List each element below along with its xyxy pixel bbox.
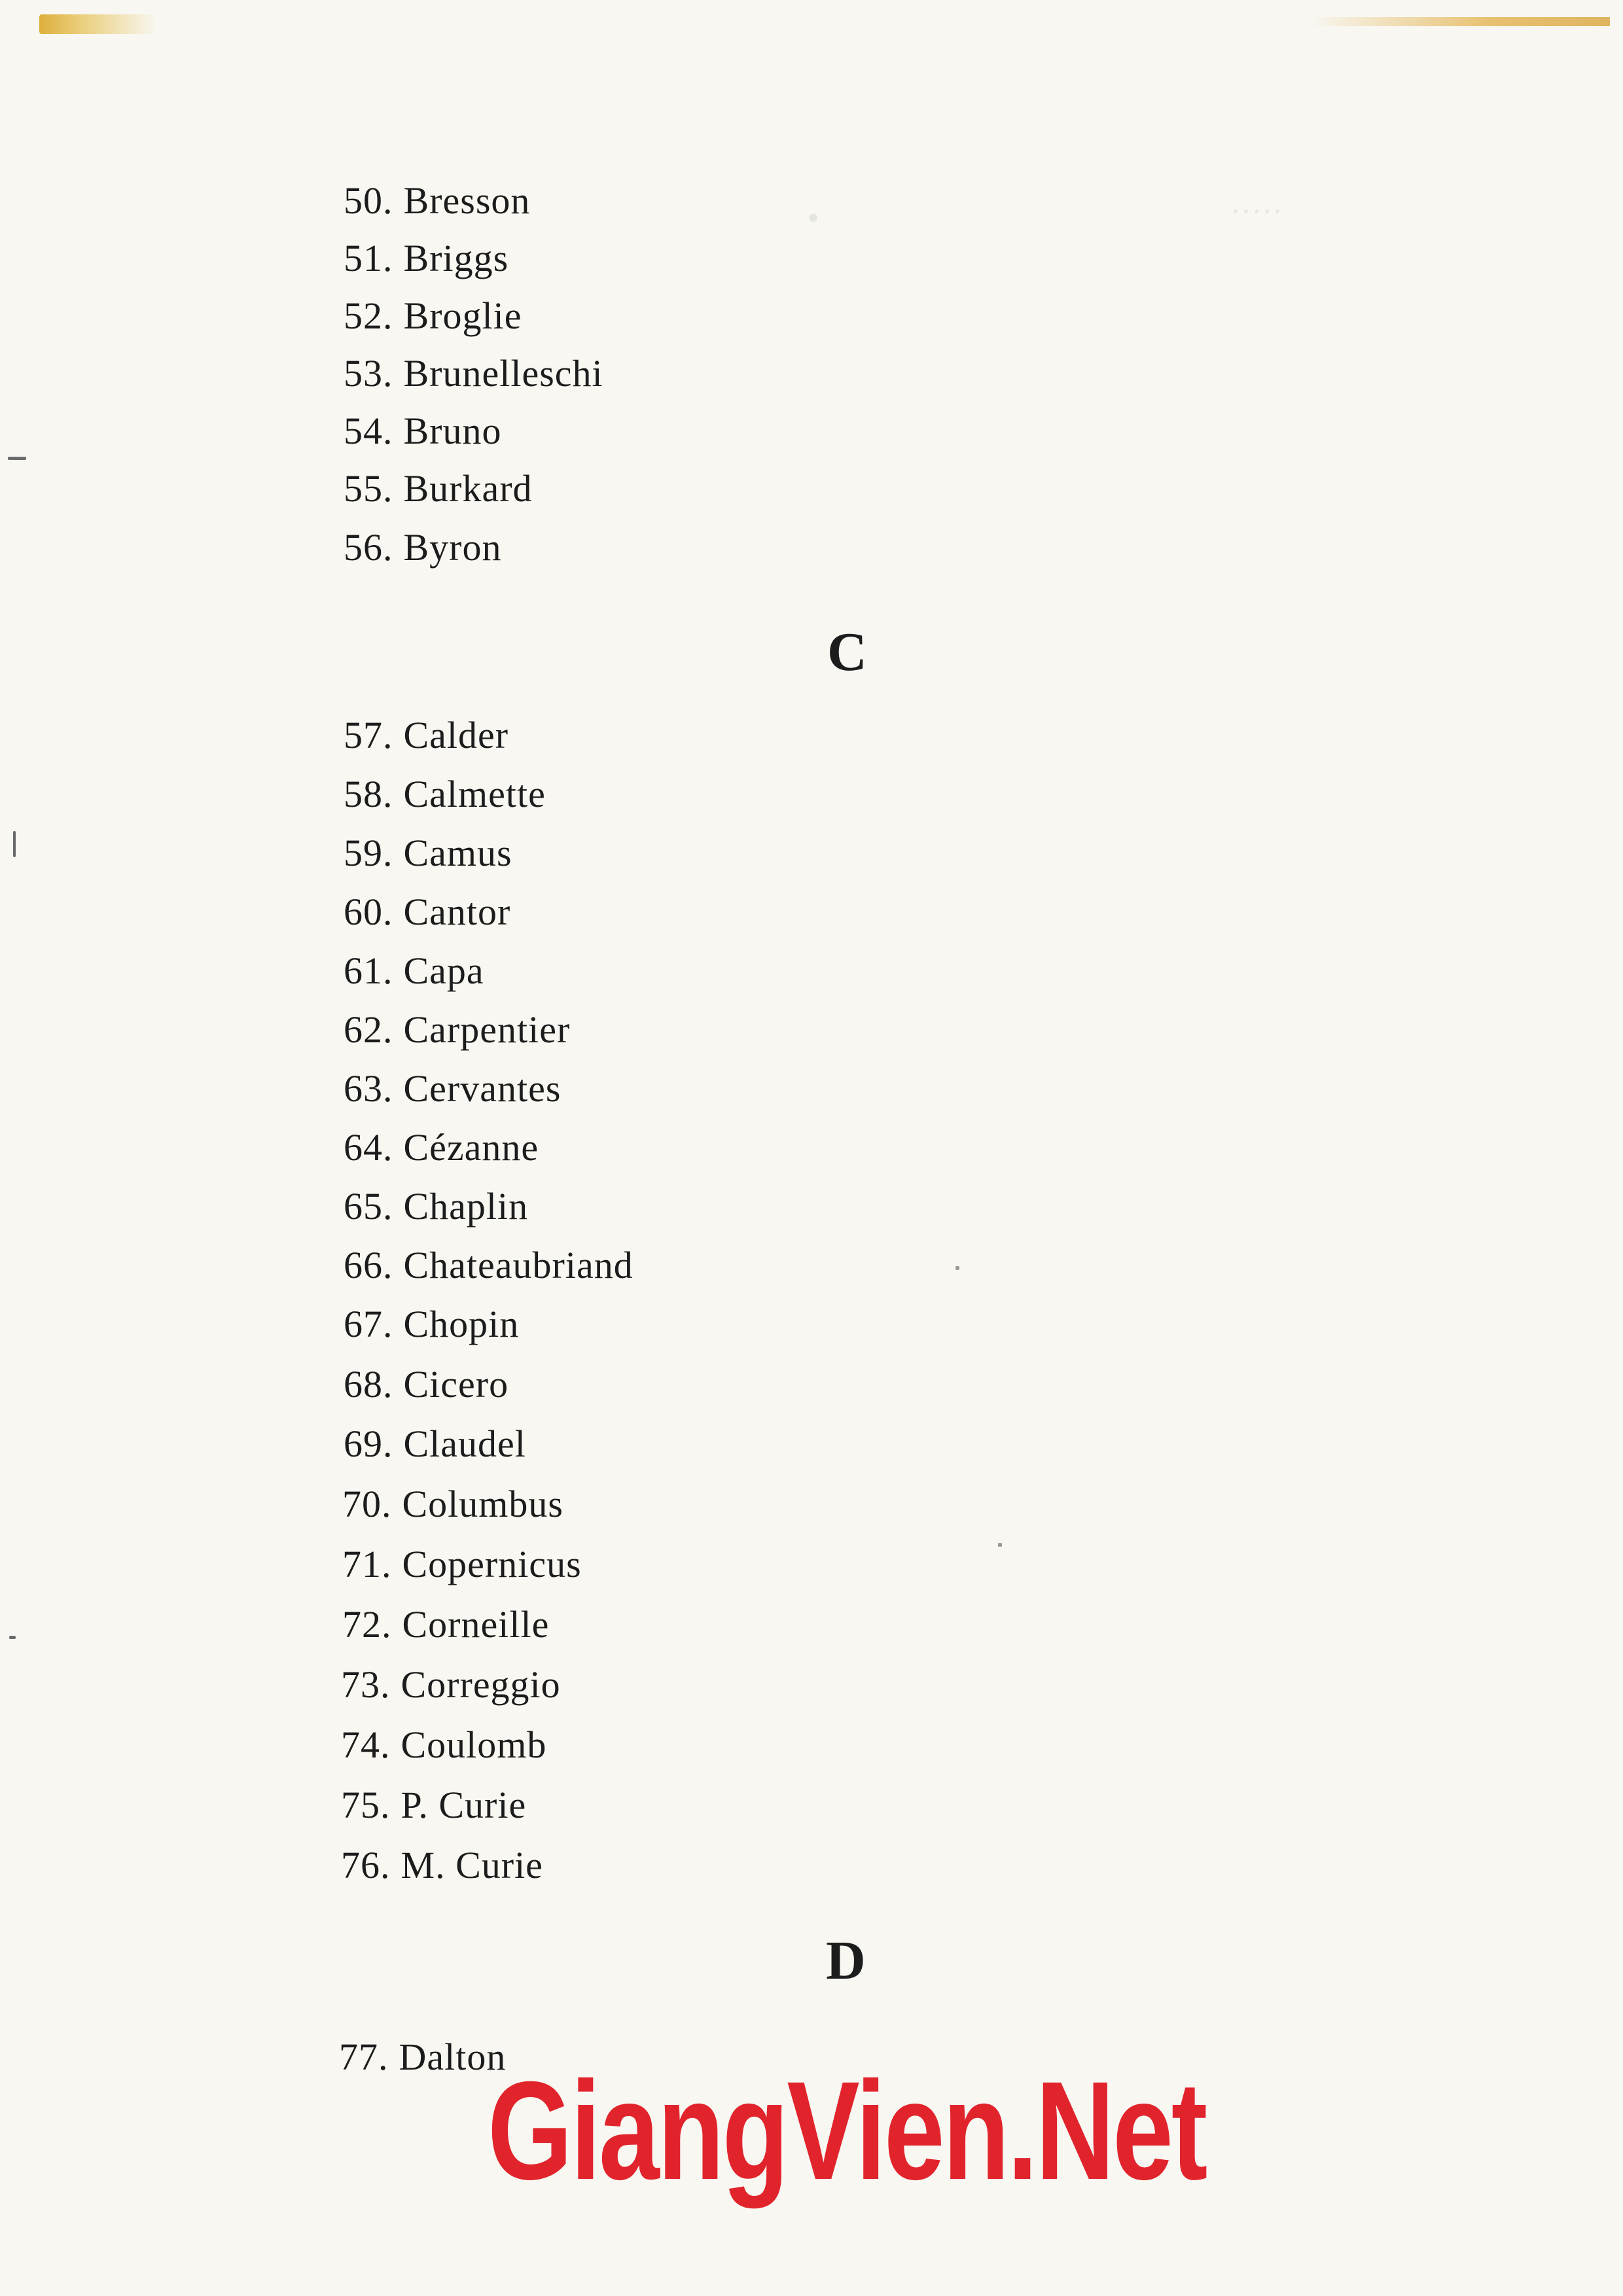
list-item: 59. Camus: [344, 832, 512, 874]
list-item: 57. Calder: [344, 714, 509, 756]
list-item: 60. Cantor: [344, 891, 511, 933]
list-item: 76. M. Curie: [341, 1844, 543, 1886]
list-item: 52. Broglie: [344, 294, 522, 337]
list-item: 67. Chopin: [344, 1303, 520, 1345]
list-item: 68. Cicero: [344, 1363, 509, 1405]
ghost-letter: ·: [805, 190, 822, 245]
list-item: 61. Capa: [344, 949, 484, 992]
list-item: 73. Correggio: [341, 1663, 561, 1706]
watermark-logo: GiangVien.Net: [488, 2053, 1206, 2209]
list-item: 50. Bresson: [344, 179, 531, 222]
section-letter-d: D: [826, 1930, 866, 1991]
list-item: 70. Columbus: [342, 1483, 563, 1525]
list-item: 62. Carpentier: [344, 1008, 571, 1051]
list-item: 71. Copernicus: [342, 1543, 582, 1585]
scan-speck: [955, 1266, 959, 1270]
list-item: 64. Cézanne: [344, 1126, 539, 1169]
scan-speck: [13, 831, 16, 857]
list-item: 63. Cervantes: [344, 1067, 562, 1110]
scan-speck: [998, 1543, 1002, 1547]
list-item: 72. Corneille: [342, 1603, 550, 1646]
list-item: 56. Byron: [344, 526, 502, 569]
list-item: 74. Coulomb: [341, 1723, 547, 1766]
page-stain-right: [1309, 17, 1610, 26]
list-item: 69. Claudel: [344, 1422, 526, 1465]
list-item: 77. Dalton: [339, 2036, 507, 2078]
list-item: 75. P. Curie: [341, 1784, 527, 1826]
list-item: 66. Chateaubriand: [344, 1244, 633, 1286]
scan-speck: [8, 457, 26, 460]
section-letter-c: C: [827, 622, 867, 682]
page-stain-left: [39, 14, 157, 34]
list-item: 54. Bruno: [344, 410, 502, 452]
ghost-text: ·····: [1230, 194, 1283, 229]
list-item: 58. Calmette: [344, 773, 546, 815]
list-item: 55. Burkard: [344, 467, 533, 510]
scan-speck: [9, 1636, 16, 1639]
list-item: 51. Briggs: [344, 237, 509, 279]
list-item: 53. Brunelleschi: [344, 352, 603, 395]
list-item: 65. Chaplin: [344, 1185, 529, 1227]
